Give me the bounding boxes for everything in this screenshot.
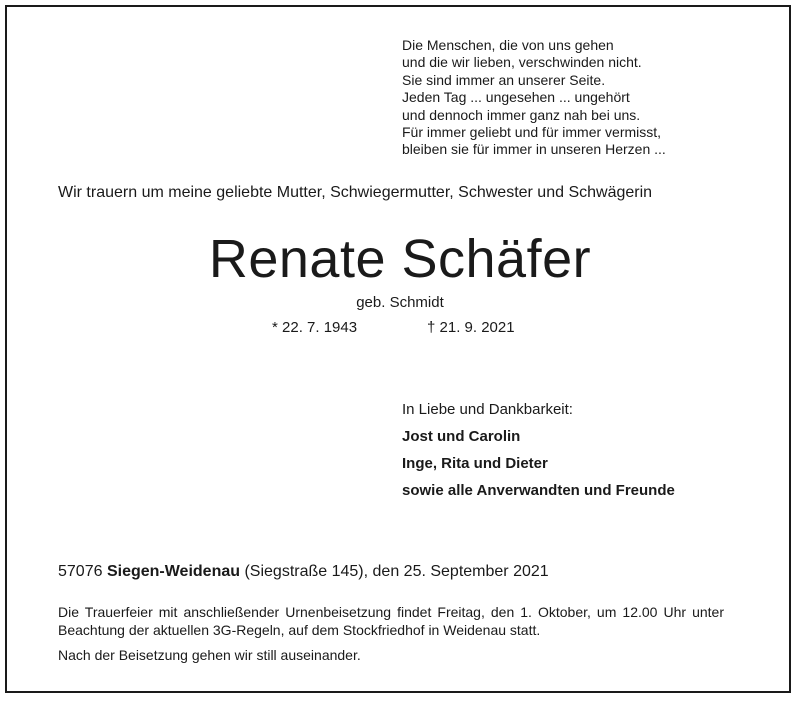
mourner-name: Inge, Rita und Dieter xyxy=(402,455,548,472)
postcode: 57076 xyxy=(58,563,103,580)
maiden-name: geb. Schmidt xyxy=(356,294,444,311)
poem-line: Die Menschen, die von uns gehen xyxy=(402,37,614,53)
birth-date: * 22. 7. 1943 xyxy=(272,319,358,336)
poem-line: und die wir lieben, verschwinden nicht. xyxy=(402,54,642,71)
announcement-date: den 25. September 2021 xyxy=(372,563,549,580)
deceased-name: Renate Schäfer xyxy=(208,229,592,289)
mourner-name: Jost und Carolin xyxy=(402,428,521,445)
mourners-label: In Liebe und Dankbarkeit: xyxy=(402,401,573,418)
mourners-block xyxy=(402,401,675,509)
obituary-frame xyxy=(5,5,791,693)
mourning-intro: Wir trauern um meine geliebte Mutter, Schwiegermutter, Schwester und Schwägerin xyxy=(58,184,653,201)
death-date: † 21. 9. 2021 xyxy=(427,319,515,336)
place-and-date xyxy=(58,563,549,581)
closing-note: Nach der Beisetzung gehen wir still auseinander. xyxy=(58,647,361,663)
ceremony-info: Die Trauerfeier mit anschließender Urnenbeisetzung findet Freitag, den 1. Oktober, um 12.00 Uhr unter Beachtung der aktuellen 3G-Regeln, auf dem Stockfriedhof in Weidenau statt. xyxy=(58,604,724,638)
poem-line: bleiben sie für immer in unseren Herzen ... xyxy=(402,141,666,158)
poem-line: und dennoch immer ganz nah bei uns. xyxy=(402,106,641,123)
poem-line: Für immer geliebt und für immer vermisst, xyxy=(402,124,662,141)
poem-line: Jeden Tag ... ungesehen ... ungehört xyxy=(402,89,630,106)
mourner-name: sowie alle Anverwandten und Freunde xyxy=(402,482,675,499)
memorial-poem xyxy=(402,37,666,159)
poem-line: Sie sind immer an unserer Seite. xyxy=(402,71,606,88)
street-address: (Siegstraße 145), xyxy=(244,563,369,580)
city: Siegen-Weidenau xyxy=(106,563,241,580)
